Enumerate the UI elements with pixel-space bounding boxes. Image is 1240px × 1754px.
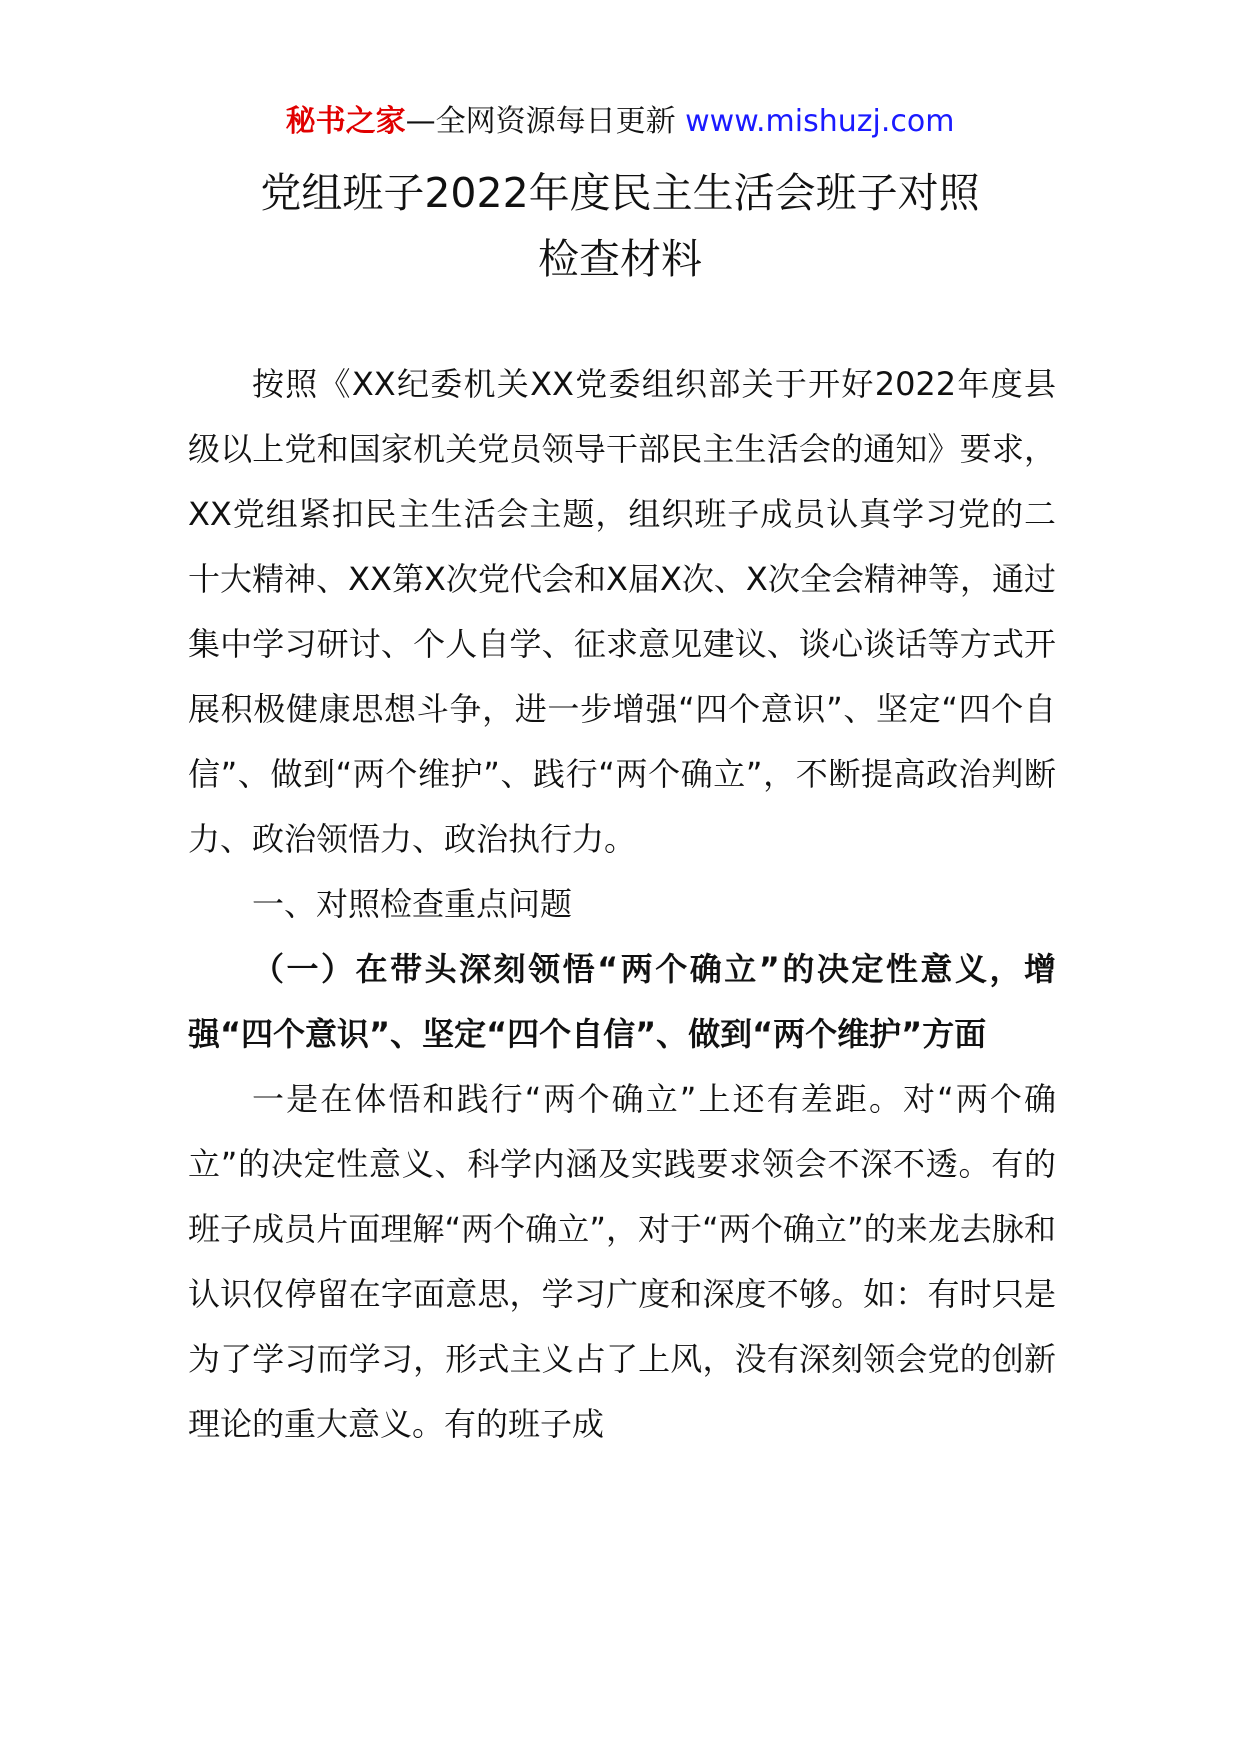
section-heading: 一、对照检查重点问题 bbox=[252, 885, 573, 923]
site-header bbox=[0, 100, 1240, 144]
subsection-heading: （一）在带头深刻领悟“两个确立”的决定性意义，增强“四个意识”、坚定“四个自信”、做到“两个维护”方面 bbox=[188, 950, 1056, 1053]
title-line-1: 党组班子2022年度民主生活会班子对照 bbox=[260, 169, 980, 217]
header-slogan: —全网资源每日更新 bbox=[405, 104, 676, 139]
site-url[interactable]: www.mishuzj.com bbox=[685, 104, 955, 139]
document-title bbox=[0, 160, 1240, 292]
brand-name: 秘书之家 bbox=[285, 104, 406, 139]
title-line-2: 检查材料 bbox=[538, 235, 702, 283]
intro-paragraph: 按照《XX纪委机关XX党委组织部关于开好2022年度县级以上党和国家机关党员领导干部民主生活会的通知》要求，XX党组紧扣民主生活会主题，组织班子成员认真学习党的二十大精神、XX第X次党代会和X届X次、X次全会精神等，通过集中学习研讨、个人自学、征求意见建议、谈心谈话等方式开展积极健康思想斗争，进一步增强“四个意识”、坚定“四个自信”、做到“两个维护”、践行“两个确立”，不断提高政治判断力、政治领悟力、政治执行力。 bbox=[188, 365, 1056, 858]
body-paragraph: 一是在体悟和践行“两个确立”上还有差距。对“两个确立”的决定性意义、科学内涵及实践要求领会不深不透。有的班子成员片面理解“两个确立”，对于“两个确立”的来龙去脉和认识仅停留在字面意思，学习广度和深度不够。如：有时只是为了学习而学习，形式主义占了上风，没有深刻领会党的创新理论的重大意义。有的班子成 bbox=[188, 1080, 1056, 1443]
document-body bbox=[188, 352, 1056, 1457]
